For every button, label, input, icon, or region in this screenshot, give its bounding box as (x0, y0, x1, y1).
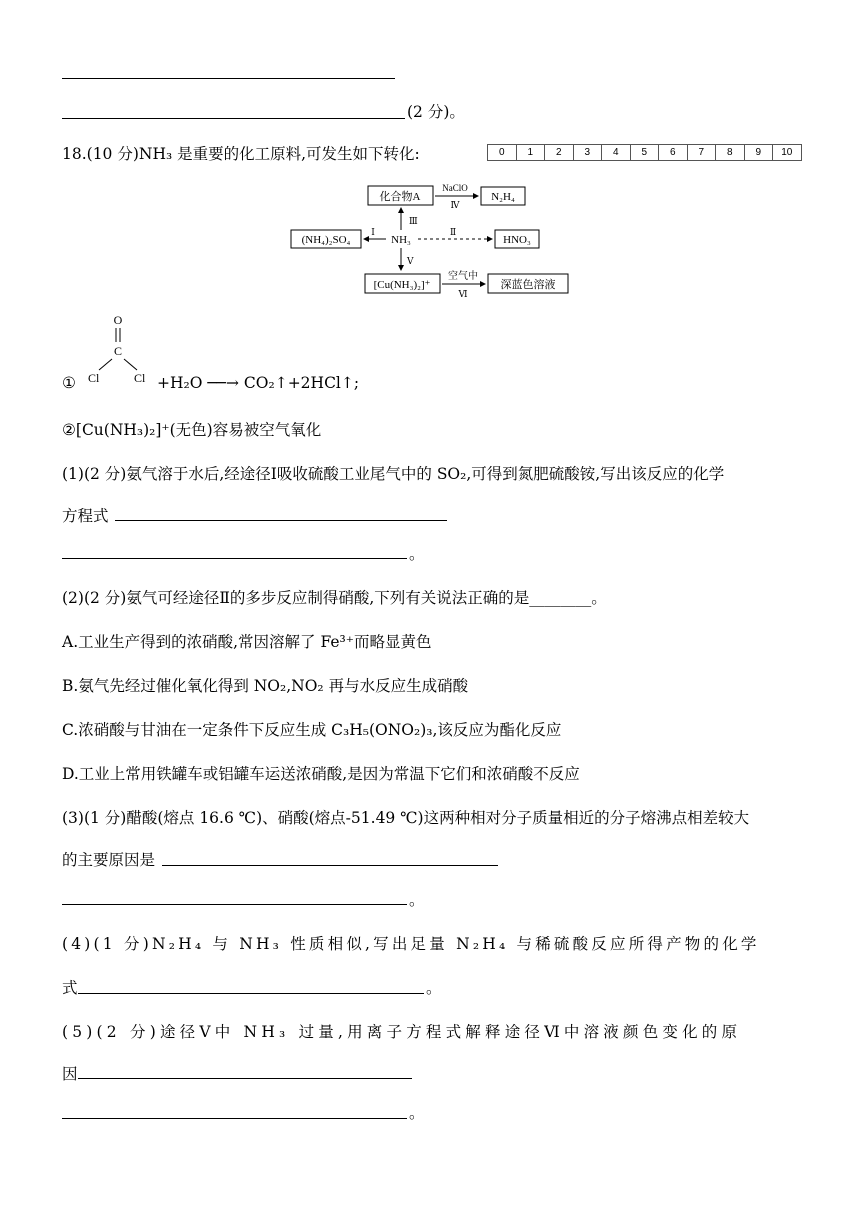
phosgene-cl-left: Cl (88, 371, 100, 385)
q3-answer-blank-1[interactable] (162, 865, 498, 866)
nh3-center-label: NH₃ (391, 234, 411, 246)
phosgene-cl-right: Cl (134, 371, 146, 385)
score-box-cell[interactable]: 6 (659, 145, 688, 160)
score-box-cell[interactable]: 4 (602, 145, 631, 160)
route-iv-label: Ⅳ (450, 200, 460, 210)
q5-answer-blank-2[interactable] (62, 1118, 407, 1119)
score-box-cell[interactable]: 10 (781, 147, 793, 158)
score-box-cell[interactable]: 1 (517, 145, 546, 160)
route-v-label: Ⅴ (407, 256, 414, 266)
score-box-row (487, 144, 802, 161)
q1-answer-blank-2[interactable] (62, 558, 407, 559)
hno3-label: HNO₃ (503, 234, 531, 246)
q2-option-a[interactable]: A.工业生产得到的浓硝酸,常因溶解了 Fe³⁺而略显黄色 (62, 633, 432, 651)
q5-end-mark: 。 (409, 1104, 425, 1122)
phosgene-bond-left (99, 359, 112, 370)
q3-end-mark: 。 (409, 891, 425, 909)
q1-answer-blank-1[interactable] (115, 520, 447, 521)
phosgene-o-atom: O (113, 313, 123, 327)
air-label: 空气中 (448, 271, 478, 282)
q2-option-c[interactable]: C.浓硝酸与甘油在一定条件下反应生成 C₃H₅(ONO₂)₃,该反应为酯化反应 (62, 721, 562, 739)
score-box-cell[interactable]: 7 (688, 145, 717, 160)
copper-complex-label: [Cu(NH₃)₂]⁺ (373, 279, 431, 291)
phosgene-structure (85, 310, 157, 390)
q5-line2: 因 (62, 1065, 78, 1083)
score-label-top: (2 分)。 (407, 103, 465, 121)
route-vi-label: Ⅵ (458, 289, 468, 299)
q4-end-mark: 。 (426, 979, 442, 997)
compound-a-label: 化合物A (379, 191, 421, 203)
q4-line1: (4)(1 分)N₂H₄ 与 NH₃ 性质相似,写出足量 N₂H₄ 与稀硫酸反应所得产物的化学 (62, 935, 760, 953)
phosgene-bond-right (124, 359, 137, 370)
q5-answer-blank-1[interactable] (78, 1078, 412, 1079)
q3-line2: 的主要原因是 (62, 851, 156, 869)
n2h4-label: N₂H₄ (491, 191, 515, 203)
q1-line2: 方程式 (62, 507, 109, 525)
score-box-cell[interactable]: 9 (745, 145, 774, 160)
q1-line1: (1)(2 分)氨气溶于水后,经途径Ⅰ吸收硫酸工业尾气中的 SO₂,可得到氮肥硫酸铵,写出该反应的化学 (62, 465, 725, 483)
q2-option-d[interactable]: D.工业上常用铁罐车或铝罐车运送浓硝酸,是因为常温下它们和浓硝酸不反应 (62, 765, 580, 783)
score-box-cell[interactable]: 8 (716, 145, 745, 160)
q1-end-mark: 。 (409, 545, 425, 563)
route-ii-label: Ⅱ (449, 227, 457, 237)
q2-stem: (2)(2 分)氨气可经途径Ⅱ的多步反应制得硝酸,下列有关说法正确的是________。 (62, 589, 607, 607)
ammonium-sulfate-label: (NH₄)₂SO₄ (301, 234, 351, 246)
info-item2: ②[Cu(NH₃)₂]⁺(无色)容易被空气氧化 (62, 421, 322, 439)
q2-option-b[interactable]: B.氨气先经过催化氧化得到 NO₂,NO₂ 再与水反应生成硝酸 (62, 677, 469, 695)
route-iii-label: Ⅲ (409, 216, 418, 226)
deep-blue-solution-label: 深蓝色溶液 (500, 279, 556, 291)
q5-line1: (5)(2 分)途径Ⅴ中 NH₃ 过量,用离子方程式解释途径Ⅵ中溶液颜色变化的原 (62, 1023, 742, 1041)
answer-blank-top-2[interactable] (62, 118, 405, 119)
info-item1-equation: +H₂O ──→ CO₂↑+2HCl↑; (157, 374, 360, 392)
route-i-label: Ⅰ (371, 227, 375, 237)
q3-line1: (3)(1 分)醋酸(熔点 16.6 ℃)、硝酸(熔点-51.49 ℃)这两种相对分子质量相近的分子熔沸点相差较大 (62, 809, 750, 827)
phosgene-c-atom: C (113, 344, 123, 358)
answer-blank-top-1[interactable] (62, 78, 395, 79)
question-intro: 18.(10 分)NH₃ 是重要的化工原料,可发生如下转化: (62, 145, 420, 163)
q3-answer-blank-2[interactable] (62, 904, 407, 905)
transformation-diagram (285, 180, 585, 300)
reagent-naclo: NaClO (442, 183, 468, 193)
q4-line2: 式 (62, 979, 78, 997)
score-box-cell[interactable]: 2 (545, 145, 574, 160)
info-item1-marker: ① (62, 374, 76, 392)
score-box-cell[interactable]: 0 (488, 145, 517, 160)
q4-answer-blank[interactable] (78, 993, 424, 994)
score-box-cell[interactable]: 5 (631, 145, 660, 160)
score-box-cell[interactable]: 3 (574, 145, 603, 160)
